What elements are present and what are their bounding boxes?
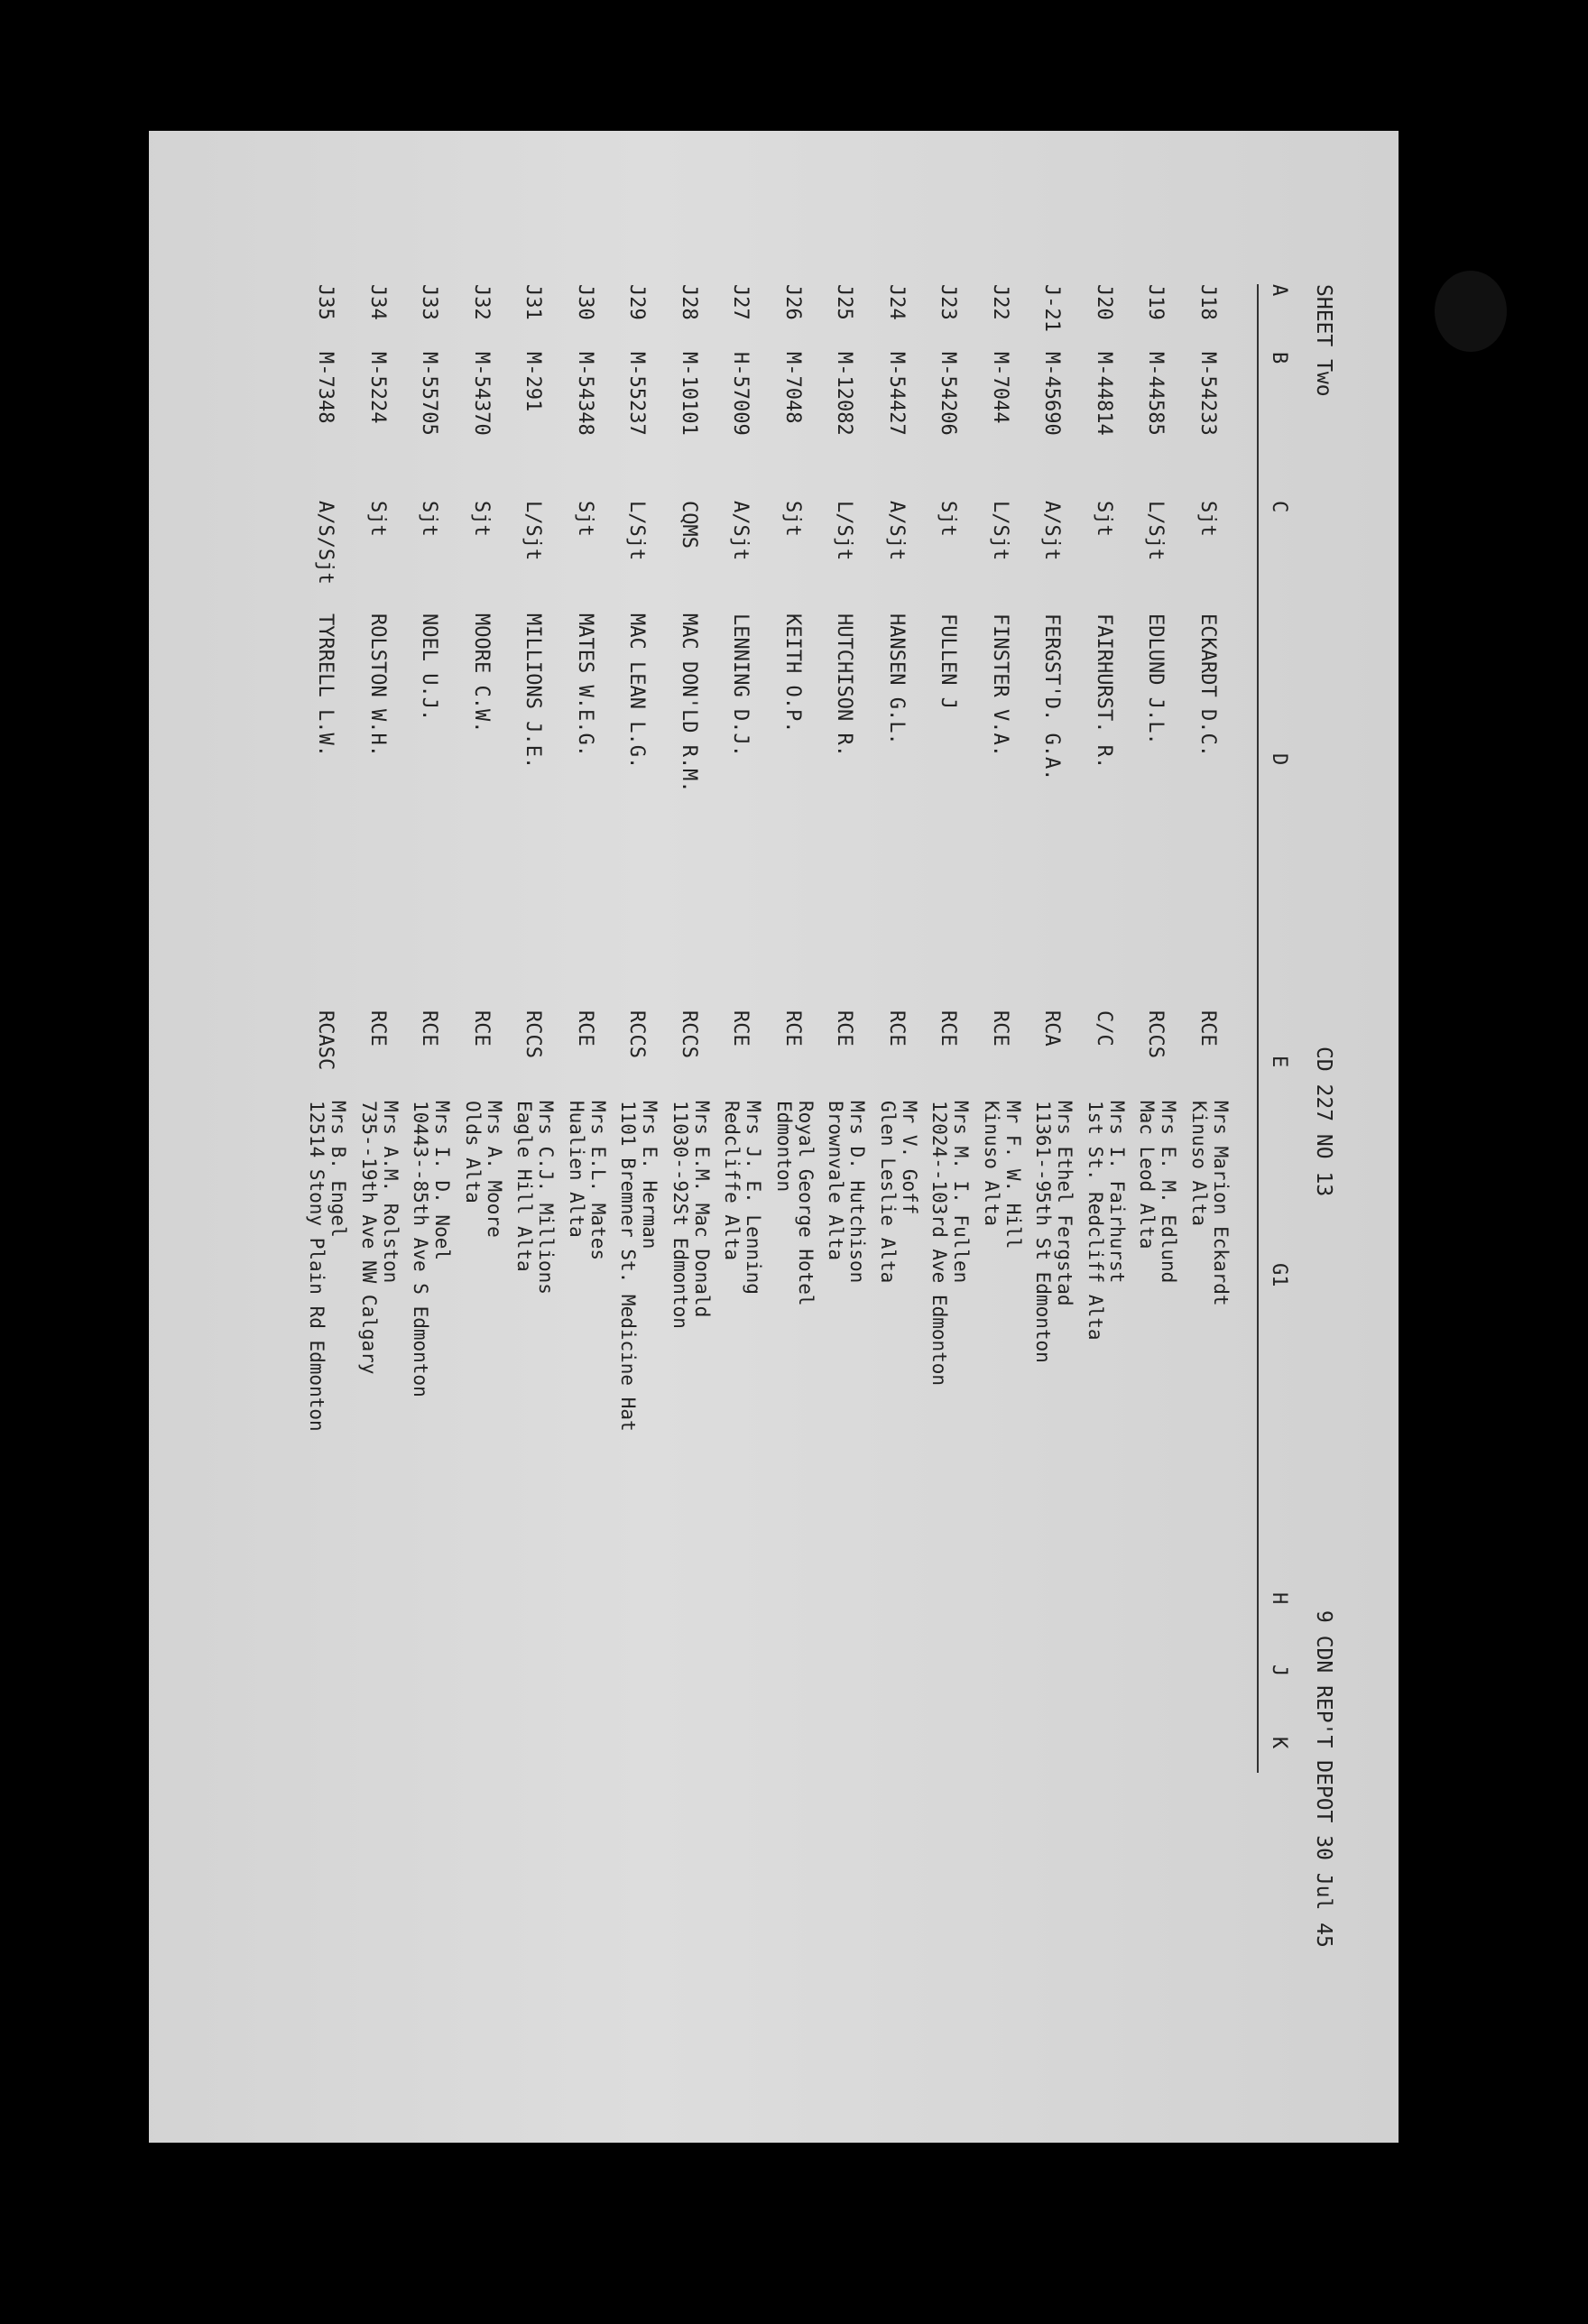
- row-service-number: M-54348: [574, 352, 596, 436]
- row-address: 12024--103rd Ave Edmonton: [928, 1101, 951, 1387]
- row-rank: L/Sjt: [522, 501, 545, 561]
- row-address: 735--19th Ave NW Calgary: [358, 1101, 380, 1375]
- row-name: MAC LEAN L.G.: [625, 613, 649, 770]
- row-corps: RCE: [418, 1010, 441, 1047]
- row-rank: Sjt: [418, 501, 441, 537]
- row-address: Eagle Hill Alta: [513, 1101, 536, 1272]
- row-name: FULLEN J: [937, 613, 960, 709]
- row-next-of-kin: Mrs E.M. Mac Donald: [691, 1101, 713, 1318]
- row-corps: RCE: [470, 1010, 493, 1047]
- row-rank: Sjt: [1196, 501, 1219, 537]
- column-header-e: E: [1268, 1056, 1290, 1068]
- row-corps: RCE: [885, 1010, 908, 1047]
- header-rule: [1257, 284, 1259, 1773]
- row-name: ECKARDT D.C.: [1196, 613, 1219, 757]
- row-corps: RCCS: [1144, 1010, 1168, 1058]
- column-header-a: A: [1268, 284, 1290, 297]
- row-address: Kinuso Alta: [1188, 1101, 1210, 1227]
- column-header-d: D: [1268, 753, 1290, 766]
- row-service-number: M-10101: [678, 352, 700, 436]
- row-address: Edmonton: [773, 1101, 795, 1193]
- row-next-of-kin: Mrs A. Moore: [484, 1101, 505, 1238]
- row-rank: L/Sjt: [833, 501, 856, 561]
- row-address: 1st St. Redcliff Alta: [1085, 1101, 1106, 1341]
- row-next-of-kin: Mrs J. E. Lenning: [743, 1101, 765, 1295]
- row-name: FERGST'D. G.A.: [1040, 613, 1064, 781]
- column-header-k: K: [1268, 1737, 1290, 1749]
- row-rank: CQMS: [678, 501, 700, 549]
- row-name: FINSTER V.A.: [989, 613, 1011, 757]
- row-next-of-kin: Mrs C.J. Millions: [535, 1101, 558, 1295]
- row-corps: RCA: [1040, 1010, 1064, 1047]
- ink-blot: [1435, 271, 1507, 352]
- row-service-number: M-5224: [366, 352, 389, 424]
- row-rank: Sjt: [470, 501, 493, 537]
- row-col-a: J30: [574, 284, 596, 320]
- row-service-number: M-7348: [314, 352, 337, 424]
- row-corps: RCE: [781, 1010, 804, 1047]
- row-col-a: J34: [366, 284, 389, 320]
- row-address: 11361--95th St Edmonton: [1032, 1101, 1055, 1363]
- row-address: Olds Alta: [462, 1101, 484, 1204]
- row-corps: RCASC: [314, 1010, 337, 1071]
- column-header-h: H: [1268, 1592, 1290, 1605]
- row-next-of-kin: Mrs D. Hutchison: [846, 1101, 869, 1284]
- row-address: Hualien Alta: [566, 1101, 587, 1238]
- row-corps: RCE: [729, 1010, 752, 1047]
- row-service-number: M-55705: [418, 352, 441, 436]
- row-next-of-kin: Mr V. Goff: [899, 1101, 920, 1215]
- row-service-number: M-54206: [937, 352, 960, 436]
- row-address: Kinuso Alta: [981, 1101, 1002, 1227]
- row-corps: RCCS: [625, 1010, 649, 1058]
- row-col-a: J32: [470, 284, 493, 320]
- row-col-a: J22: [989, 284, 1011, 320]
- row-next-of-kin: Mrs M. I. Fullen: [950, 1101, 973, 1284]
- row-col-a: J18: [1196, 284, 1219, 320]
- row-address: Mac Leod Alta: [1136, 1101, 1159, 1250]
- row-next-of-kin: Mrs I. D. Noel: [431, 1101, 454, 1261]
- row-next-of-kin: Mrs B. Engel: [328, 1101, 350, 1238]
- row-rank: Sjt: [574, 501, 596, 537]
- row-col-a: J26: [781, 284, 804, 320]
- row-service-number: M-44585: [1144, 352, 1168, 436]
- row-name: HANSEN G.L.: [885, 613, 908, 745]
- row-next-of-kin: Mr F. W. Hill: [1002, 1101, 1024, 1250]
- row-col-a: J35: [314, 284, 337, 320]
- row-col-a: J19: [1144, 284, 1168, 320]
- row-service-number: M-44814: [1093, 352, 1115, 436]
- row-name: LENNING D.J.: [729, 613, 752, 757]
- row-service-number: M-54427: [885, 352, 908, 436]
- row-name: FAIRHURST. R.: [1093, 613, 1115, 770]
- row-next-of-kin: Mrs Ethel Fergstad: [1054, 1101, 1076, 1306]
- row-rank: L/Sjt: [1144, 501, 1168, 561]
- row-name: TYRRELL L.W.: [314, 613, 337, 757]
- row-col-a: J25: [833, 284, 856, 320]
- row-next-of-kin: Mrs E. Herman: [639, 1101, 661, 1250]
- row-corps: C/C: [1093, 1010, 1115, 1047]
- row-address: 11030--92St Edmonton: [669, 1101, 691, 1329]
- row-col-a: J20: [1093, 284, 1115, 320]
- row-rank: A/Sjt: [1040, 501, 1064, 561]
- row-next-of-kin: Mrs A.M. Rolston: [380, 1101, 402, 1284]
- row-name: MAC DON'LD R.M.: [678, 613, 700, 793]
- row-col-a: J29: [625, 284, 649, 320]
- row-col-a: J-21: [1040, 284, 1064, 332]
- row-rank: Sjt: [1093, 501, 1115, 537]
- row-corps: RCE: [833, 1010, 856, 1047]
- row-service-number: M-54370: [470, 352, 493, 436]
- row-service-number: M-7048: [781, 352, 804, 424]
- row-address: Brownvale Alta: [825, 1101, 847, 1261]
- row-col-a: J23: [937, 284, 960, 320]
- row-corps: RCCS: [522, 1010, 545, 1058]
- reference-number: CD 227 NO 13: [1312, 1047, 1335, 1197]
- row-address: Redcliffe Alta: [721, 1101, 743, 1261]
- row-col-a: J28: [678, 284, 700, 320]
- row-rank: A/S/Sjt: [314, 501, 337, 585]
- row-col-a: J33: [418, 284, 441, 320]
- row-next-of-kin: Mrs E. M. Edlund: [1158, 1101, 1180, 1284]
- row-rank: A/Sjt: [885, 501, 908, 561]
- row-service-number: H-57009: [729, 352, 752, 436]
- row-name: ROLSTON W.H.: [366, 613, 389, 757]
- row-col-a: J24: [885, 284, 908, 320]
- row-rank: Sjt: [781, 501, 804, 537]
- row-rank: A/Sjt: [729, 501, 752, 561]
- row-corps: RCE: [366, 1010, 389, 1047]
- row-col-a: J27: [729, 284, 752, 320]
- row-service-number: M-55237: [625, 352, 649, 436]
- row-service-number: M-7044: [989, 352, 1011, 424]
- row-next-of-kin: Mrs I. Fairhurst: [1106, 1101, 1128, 1284]
- row-next-of-kin: Mrs Marion Eckardt: [1210, 1101, 1232, 1306]
- row-corps: RCE: [937, 1010, 960, 1047]
- row-name: KEITH O.P.: [781, 613, 804, 733]
- row-rank: L/Sjt: [989, 501, 1011, 561]
- row-service-number: M-45690: [1040, 352, 1064, 436]
- row-rank: Sjt: [937, 501, 960, 537]
- row-name: MATES W.E.G.: [574, 613, 596, 757]
- row-col-a: J31: [522, 284, 545, 320]
- row-service-number: M-12082: [833, 352, 856, 436]
- row-name: EDLUND J.L.: [1144, 613, 1168, 745]
- row-name: NOEL U.J.: [418, 613, 441, 722]
- row-rank: Sjt: [366, 501, 389, 537]
- row-next-of-kin: Mrs E.L. Mates: [587, 1101, 609, 1261]
- row-name: MILLIONS J.E.: [522, 613, 545, 770]
- row-service-number: M-54233: [1196, 352, 1219, 436]
- row-name: MOORE C.W.: [470, 613, 493, 733]
- column-header-b: B: [1268, 352, 1290, 364]
- sheet-title: SHEET Two: [1312, 284, 1335, 397]
- rotated-document-content: [149, 131, 1399, 2143]
- column-header-g1: G1: [1268, 1263, 1290, 1287]
- row-rank: L/Sjt: [625, 501, 649, 561]
- row-address: Glen Leslie Alta: [877, 1101, 899, 1284]
- row-service-number: M-291: [522, 352, 545, 412]
- row-next-of-kin: Royal George Hotel: [795, 1101, 817, 1306]
- column-header-j: J: [1268, 1665, 1290, 1677]
- unit-and-date: 9 CDN REP'T DEPOT 30 Jul 45: [1312, 1610, 1335, 1948]
- row-address: 12514 Stony Plain Rd Edmonton: [306, 1101, 328, 1432]
- column-header-c: C: [1268, 501, 1290, 513]
- row-corps: RCE: [574, 1010, 596, 1047]
- row-address: 10443--85th Ave S Edmonton: [410, 1101, 432, 1397]
- row-corps: RCE: [989, 1010, 1011, 1047]
- row-address: 1101 Bremner St. Medicine Hat: [617, 1101, 640, 1432]
- row-corps: RCE: [1196, 1010, 1219, 1047]
- row-name: HUTCHISON R.: [833, 613, 856, 757]
- row-corps: RCCS: [678, 1010, 700, 1058]
